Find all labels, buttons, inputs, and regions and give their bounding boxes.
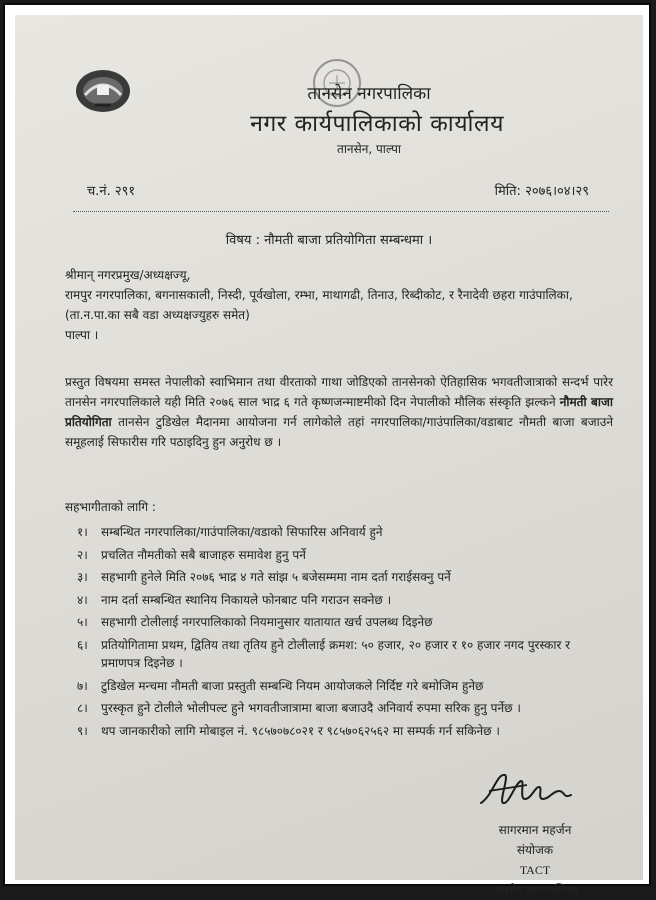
list-item	[77, 568, 613, 587]
item-number: ८।	[77, 701, 88, 715]
letter-paper	[15, 15, 643, 897]
item-text: सम्बन्धित नगरपालिका/गाउंपालिका/वडाको सिफारिस अनिवार्य हुने	[101, 525, 383, 539]
item-number: ३।	[77, 570, 88, 584]
list-item	[77, 523, 613, 542]
date-value: २०७६।०४।२९	[525, 184, 589, 199]
item-text: प्रतियोगितामा प्रथम, द्वितिय तथा तृतिय हुने टोलीलाई क्रमश: ५० हजार, २० हजार र १० हजार नगद पुरस्कार र प्रमाणपत्र दिइनेछ ।	[101, 637, 571, 670]
list-item	[77, 591, 613, 610]
item-number: ७।	[77, 678, 88, 693]
list-item	[77, 677, 613, 696]
list-item	[77, 722, 613, 741]
signatory-block	[465, 820, 605, 900]
list-item	[77, 546, 613, 565]
list-item	[77, 636, 613, 673]
letterhead	[15, 81, 643, 157]
competition-name: नौमती बाजा प्रतियोगिता	[65, 395, 613, 429]
item-text: सहभागी टोलीलाई नगरपालिकाको नियमानुसार यातायात खर्च उपलब्ध दिइनेछ	[101, 615, 433, 629]
item-number: ६।	[77, 637, 88, 652]
letter-date	[495, 181, 589, 199]
participation-heading: सहभागीताको लागि :	[65, 500, 156, 514]
signatory-municipality: तानसेन नगरपालिका	[491, 883, 579, 897]
office-address: तानसेन, पाल्पा	[336, 142, 401, 156]
reference-number	[87, 181, 135, 199]
addressee-line: पाल्पा ।	[65, 328, 99, 342]
list-item	[77, 699, 613, 718]
item-text: थप जानकारीको लागि मोबाइल नं. ९८५७०७८०२१ र ९८५७०६२५६२ मा सम्पर्क गर्न सकिनेछ ।	[101, 723, 500, 738]
municipality-name: तानसेन नगरपालिका	[307, 84, 431, 104]
item-text: प्रचलित नौमतीको सबै बाजाहरु समावेश हुनु पर्ने	[101, 547, 306, 562]
letter-subject: विषय : नौमती बाजा प्रतियोगिता सम्बन्धमा ।	[225, 233, 433, 248]
item-number: २।	[77, 547, 88, 562]
office-name: नगर कार्यपालिकाको कार्यालय	[250, 111, 504, 137]
item-number: ९।	[77, 723, 88, 738]
conditions-list	[77, 523, 613, 744]
reference-value: २९१	[114, 184, 136, 199]
date-label: मिति:	[494, 184, 521, 199]
signatory-org: TACT	[519, 863, 551, 877]
reference-label: च.नं.	[87, 184, 111, 199]
intro-paragraph	[65, 372, 613, 452]
signatory-role: संयोजक	[516, 843, 554, 857]
addressee-block	[65, 265, 613, 345]
signatory-name: सागरमान महर्जन	[498, 823, 572, 837]
intro-text: प्रस्तुत विषयमा समस्त नेपालीको स्वाभिमान तथा वीरताको गाथा जोडिएको तानसेनको ऐतिहासिक भगवतीजात्राको सन्दर्भ पारेर तानसेन नगरपालिकाले यही मिति २०७६ साल भाद्र ६ गते कृष्णजन्माष्टमीको दिन नेपालीको मौलिक संस्कृति झल्कने	[65, 375, 613, 409]
header-divider	[73, 211, 609, 212]
addressee-line: श्रीमान् नगरप्रमुख/अध्यक्षज्यू,	[65, 268, 191, 282]
item-text: सहभागी हुनेले मिति २०७६ भाद्र ४ गते सांझ ५ बजेसम्ममा नाम दर्ता गराईसक्नु पर्ने	[101, 570, 451, 584]
addressee-line: रामपुर नगरपालिका, बगनासकाली, निस्दी, पूर्वखोला, रम्भा, माथागढी, तिनाउ, रिब्दीकोट, र रैनादेवी छहरा गाउंपालिका,	[65, 288, 573, 302]
document-frame	[3, 3, 651, 897]
item-text: टुडिखेल मन्चमा नौमती बाजा प्रस्तुती सम्बन्धि नियम आयोजकले निर्दिष्ट गरे बमोजिम हुनेछ	[101, 678, 484, 693]
item-number: १।	[77, 525, 88, 539]
addressee-line: (ता.न.पा.का सबै वडा अध्यक्षज्युहरु समेत)	[65, 308, 250, 322]
item-number: ४।	[77, 592, 88, 607]
item-text: पुरस्कृत हुने टोलीले भोलीपल्ट हुने भगवतीजात्रामा बाजा बजाउदै अनिवार्य रुपमा सरिक हुनु पर्नेछ ।	[101, 701, 521, 715]
item-text: नाम दर्ता सम्बन्धित स्थानिय निकायले फोनबाट पनि गराउन सक्नेछ ।	[101, 592, 392, 607]
intro-text: तानसेन टुडिखेल मैदानमा आयोजना गर्न लागेकोले तहां नगरपालिका/गाउंपालिका/वडाबाट नौमती बाजा बजाउने समूहलाई सिफारीस गरि पठाइदिनु हुन अनुरोध छ ।	[65, 415, 613, 449]
list-item	[77, 613, 613, 632]
handwritten-signature	[475, 765, 585, 815]
item-number: ५।	[77, 615, 88, 629]
